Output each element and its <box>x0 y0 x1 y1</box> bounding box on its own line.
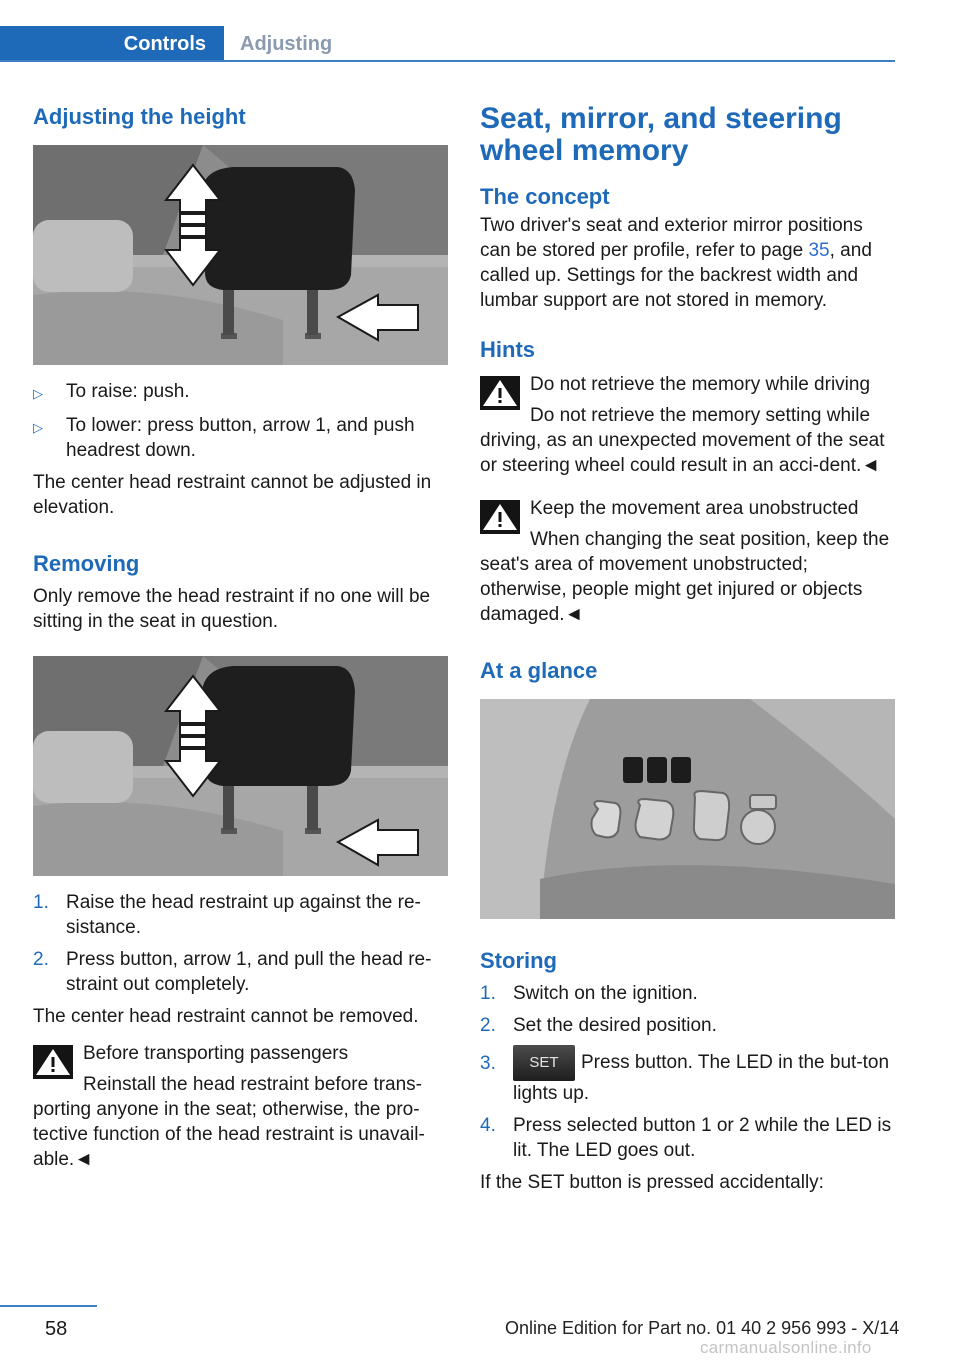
concept-text: Two driver's seat and exterior mirror positions can be stored per profile, refer to page 35, and called up. Settings for the backrest width and lumbar support are not stored in memory. <box>480 215 872 311</box>
footer-rule <box>0 1305 97 1307</box>
header-rule <box>0 60 895 62</box>
set-button[interactable]: SET <box>513 1045 575 1081</box>
warning-transporting <box>33 1041 448 1172</box>
removing-note: The center head restraint cannot be removed. <box>33 1006 419 1027</box>
warning-body: When changing the seat position, keep the seat's area of movement unobstructed; otherwise, people might get injured or objects damaged.◄ <box>480 529 890 625</box>
subsection-title-at-a-glance: At a glance <box>480 658 598 683</box>
warning-triangle-icon <box>480 376 520 410</box>
list-item: 4. Press selected button 1 or 2 while the LED is lit. The LED goes out. <box>480 1115 892 1161</box>
list-item: ▷ To raise: push. <box>33 379 448 406</box>
chapter-header <box>0 26 895 62</box>
tab-controls[interactable]: Controls <box>0 26 224 62</box>
list-item: 3. SET Press button. The LED in the but‐ton lights up. <box>480 1045 895 1106</box>
storing-note: If the SET button is pressed accidentally: <box>480 1172 824 1193</box>
edition-text: Online Edition for Part no. 01 40 2 956 993 - X/14 <box>505 1318 900 1338</box>
warning-triangle-icon <box>33 1045 73 1079</box>
warning-title: Keep the movement area unobstructed <box>530 498 859 519</box>
storing-steps-list <box>480 981 895 1163</box>
left-column <box>33 96 448 1172</box>
warning-movement-area <box>480 496 895 627</box>
list-item: 2. Press button, arrow 1, and pull the head re‐straint out completely. <box>33 949 432 995</box>
headrest-removing-figure <box>33 656 448 876</box>
section-title-removing: Removing <box>33 551 140 576</box>
triangle-bullet-icon: ▷ <box>33 420 43 435</box>
right-column <box>480 96 895 1195</box>
list-item: 1. Raise the head restraint up against the re‐sistance. <box>33 892 421 938</box>
list-item: ▷ To lower: press button, arrow 1, and push headrest down. <box>33 415 415 461</box>
headrest-height-figure <box>33 145 448 365</box>
tab-adjusting[interactable]: Adjusting <box>240 32 333 55</box>
triangle-bullet-icon: ▷ <box>33 386 43 401</box>
section-title-memory: Seat, mirror, and steering wheel memory <box>480 102 842 167</box>
height-note: The center head restraint cannot be adjusted in elevation. <box>33 472 432 518</box>
seat-controls-figure <box>480 699 895 919</box>
list-item: 2. Set the desired position. <box>480 1015 717 1036</box>
list-item: 1. Switch on the ignition. <box>480 983 698 1004</box>
subsection-title-hints: Hints <box>480 337 535 362</box>
seat-controls-illustration-icon <box>480 699 895 919</box>
page-number: 58 <box>45 1318 68 1340</box>
warning-body: Reinstall the head restraint before trans‐porting anyone in the seat; otherwise, the pro‐tective function of the head restraint is unavail‐able.◄ <box>33 1074 425 1170</box>
removing-steps-list <box>33 890 448 997</box>
warning-title: Before transporting passengers <box>83 1043 349 1064</box>
removing-intro: Only remove the head restraint if no one will be sitting in the seat in question. <box>33 586 431 632</box>
headrest-illustration-icon <box>33 656 448 876</box>
warning-body: Do not retrieve the memory setting while driving, as an unexpected movement of the seat or steering wheel could result in an acci‐dent.◄ <box>480 405 885 476</box>
section-title-adjusting-height: Adjusting the height <box>33 104 246 129</box>
page-reference-link[interactable]: 35 <box>808 240 830 261</box>
watermark: carmanualsonline.info <box>700 1338 872 1357</box>
warning-triangle-icon <box>480 500 520 534</box>
subsection-title-storing: Storing <box>480 948 557 973</box>
subsection-title-concept: The concept <box>480 184 610 209</box>
headrest-illustration-icon <box>33 145 448 365</box>
warning-title: Do not retrieve the memory while driving <box>530 374 871 395</box>
warning-memory-driving <box>480 372 895 478</box>
height-instructions-list <box>33 379 448 463</box>
